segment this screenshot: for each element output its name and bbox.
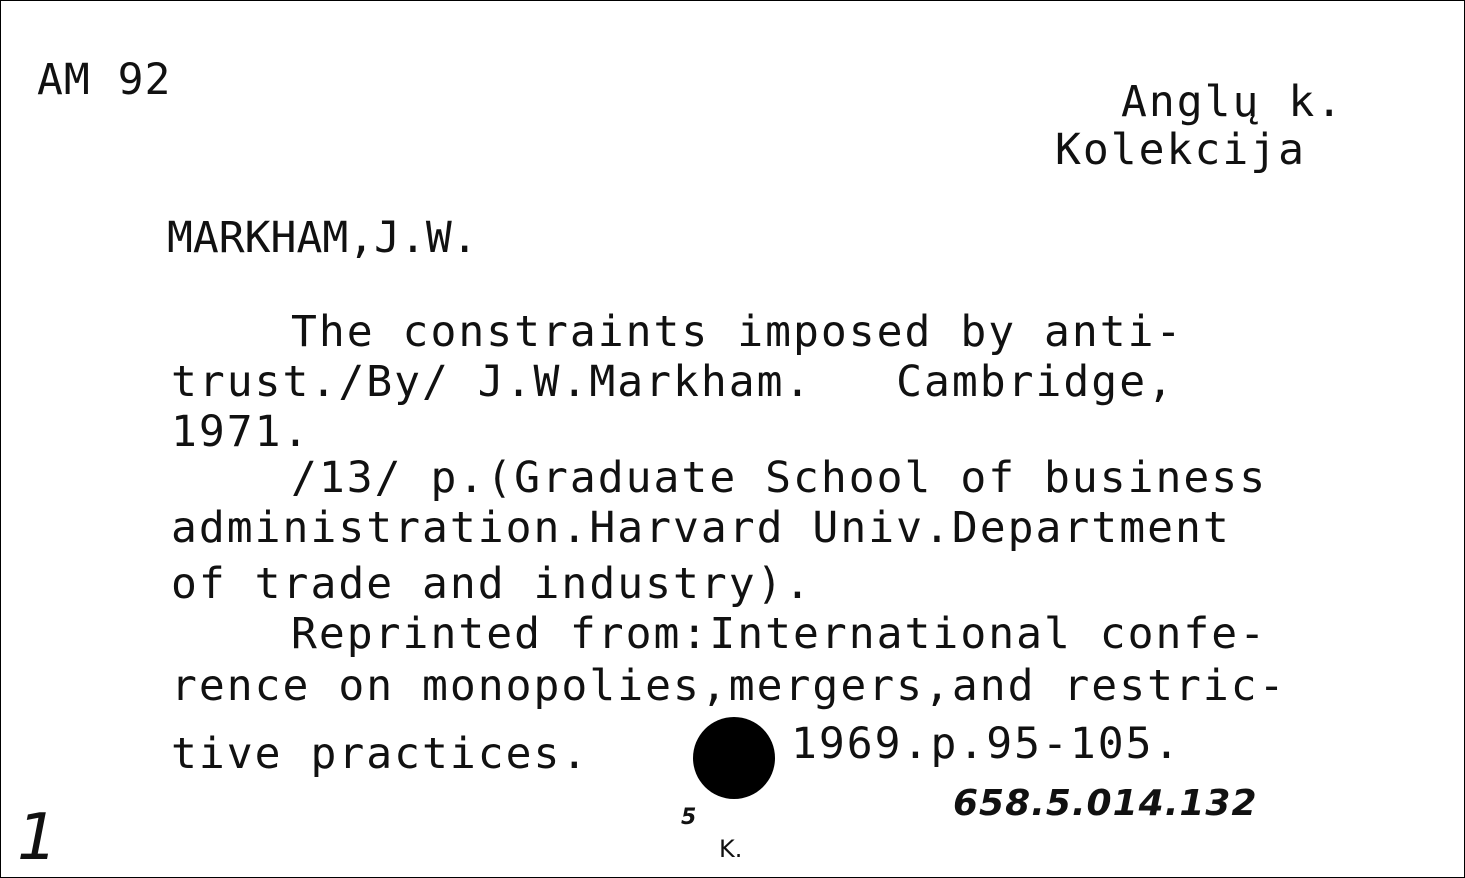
collation-line: /13/ p.(Graduate School of business: [291, 453, 1268, 503]
small-handwritten-initial: K.: [719, 835, 743, 863]
handwritten-number: 1: [17, 801, 58, 875]
punch-hole: [693, 717, 775, 799]
classification-number: 658.5.014.132: [953, 783, 1258, 824]
series-line: administration.Harvard Univ.Department: [171, 503, 1231, 553]
note-line: rence on monopolies,mergers,and restric-: [171, 661, 1287, 711]
pages-line: 1969.p.95-105.: [791, 719, 1182, 769]
note-line: Reprinted from:International confe-: [291, 609, 1268, 659]
year-line: 1971.: [171, 407, 311, 457]
collection-label: Kolekcija: [1055, 125, 1306, 175]
title-line: trust./By/ J.W.Markham. Cambridge,: [171, 357, 1175, 407]
author-heading: MARKHAM,J.W.: [167, 213, 478, 263]
note-line: tive practices.: [171, 729, 590, 779]
call-number: AM 92: [37, 55, 172, 105]
small-handwritten-mark: 5: [681, 805, 697, 830]
title-line: The constraints imposed by anti-: [291, 307, 1184, 357]
collection-language: Anglų k.: [1121, 77, 1345, 127]
series-line: of trade and industry).: [171, 559, 813, 609]
